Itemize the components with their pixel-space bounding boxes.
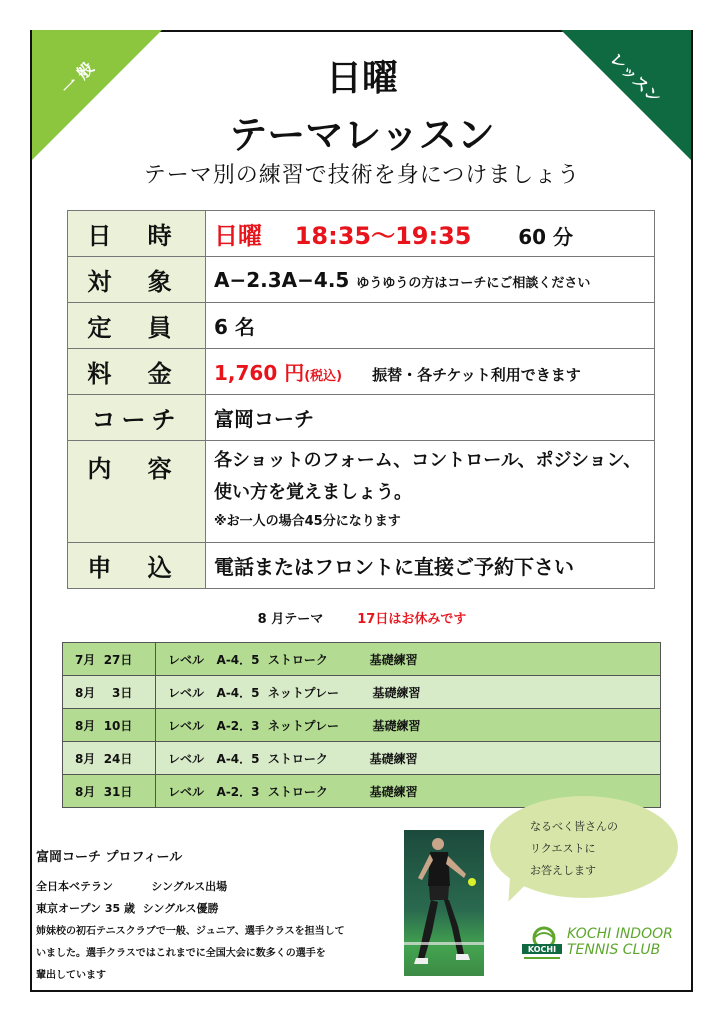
profile-line-1: 全日本ベテラン シングルス出場 bbox=[36, 880, 228, 893]
schedule-detail: レベル A-2．3 ネットプレー 基礎練習 bbox=[156, 709, 661, 742]
label-content: 内 容 bbox=[68, 441, 206, 543]
profile-title: 富岡コーチ プロフィール bbox=[36, 850, 183, 865]
profile-line-5: 輩出しています bbox=[36, 970, 106, 981]
schedule-detail: レベル A-4．5 ストローク 基礎練習 bbox=[156, 643, 661, 676]
schedule-table bbox=[62, 642, 661, 808]
profile-line-4: いました。選手クラスではこれまでに全国大会に数多くの選手を bbox=[36, 948, 326, 959]
fee-note: 振替・各チケット利用できます bbox=[372, 366, 581, 384]
theme-holiday-note: 17日はお休みです bbox=[357, 612, 467, 627]
label-capacity: 定 員 bbox=[68, 303, 206, 349]
corner-label-general: 一 般 bbox=[57, 58, 98, 99]
schedule-row bbox=[63, 742, 661, 775]
logo-line-1: KOCHI INDOOR bbox=[567, 926, 673, 942]
datetime-duration: 60 分 bbox=[518, 225, 574, 249]
datetime-day: 日曜 bbox=[214, 222, 262, 250]
datetime-time: 18:35〜19:35 bbox=[294, 222, 472, 250]
logo-line-2: TENNIS CLUB bbox=[567, 942, 661, 958]
coach-value: 富岡コーチ bbox=[206, 395, 655, 441]
speech-bubble-text bbox=[530, 816, 618, 882]
schedule-detail: レベル A-4．5 ストローク 基礎練習 bbox=[156, 742, 661, 775]
schedule-detail: レベル A-4．5 ネットプレー 基礎練習 bbox=[156, 676, 661, 709]
info-row-target bbox=[68, 257, 655, 303]
target-level: A−2.3A−4.5 bbox=[214, 267, 350, 292]
apply-value: 電話またはフロントに直接ご予約下さい bbox=[206, 543, 655, 589]
fee-tax: (税込) bbox=[304, 369, 343, 384]
corner-label-lesson: レッスン bbox=[606, 48, 665, 108]
schedule-row bbox=[63, 643, 661, 676]
club-logo-text bbox=[567, 926, 673, 958]
label-datetime: 日 時 bbox=[68, 211, 206, 257]
label-coach: コーチ bbox=[68, 395, 206, 441]
fee-price: 1,760 円 bbox=[214, 361, 305, 385]
coach-photo bbox=[404, 830, 484, 976]
logo-mark-text: KOCHI bbox=[527, 945, 557, 954]
info-row-apply bbox=[68, 543, 655, 589]
schedule-row bbox=[63, 709, 661, 742]
schedule-date: 7月 27日 bbox=[63, 643, 156, 676]
label-fee: 料 金 bbox=[68, 349, 206, 395]
schedule-date: 8月 24日 bbox=[63, 742, 156, 775]
lesson-info-table bbox=[67, 210, 655, 589]
content-line-1: 各ショットのフォーム、コントロール、ポジション、 bbox=[214, 450, 642, 471]
page-title: テーマレッスン bbox=[229, 113, 495, 157]
info-row-capacity bbox=[68, 303, 655, 349]
subtitle: テーマ別の練習で技術を身につけましょう bbox=[143, 163, 581, 188]
info-row-coach bbox=[68, 395, 655, 441]
content-line-2: 使い方を覚えましょう。 bbox=[214, 482, 412, 503]
theme-heading bbox=[0, 608, 724, 627]
info-row-datetime bbox=[68, 211, 655, 257]
label-apply: 申 込 bbox=[68, 543, 206, 589]
bubble-line-2: リクエストに bbox=[530, 842, 596, 855]
bubble-line-1: なるべく皆さんの bbox=[530, 820, 618, 833]
bubble-line-3: お答えします bbox=[530, 864, 596, 877]
schedule-detail: レベル A-2．3 ストローク 基礎練習 bbox=[156, 775, 661, 808]
title-day: 日曜 bbox=[325, 58, 398, 99]
content-note: ※お一人の場合45分になります bbox=[214, 514, 401, 529]
info-row-content bbox=[68, 441, 655, 543]
theme-month: 8 月テーマ bbox=[257, 612, 324, 627]
schedule-date: 8月 31日 bbox=[63, 775, 156, 808]
target-note: ゆうゆうの方はコーチにご相談ください bbox=[356, 275, 591, 291]
coach-figure-icon bbox=[404, 830, 484, 976]
label-target: 対 象 bbox=[68, 257, 206, 303]
profile-line-3: 姉妹校の初石テニスクラブで一般、ジュニア、選手クラスを担当して bbox=[36, 926, 345, 937]
club-logo-icon bbox=[520, 924, 564, 968]
schedule-row bbox=[63, 676, 661, 709]
schedule-date: 8月 10日 bbox=[63, 709, 156, 742]
profile-line-2: 東京オープン 35 歳 シングルス優勝 bbox=[36, 902, 219, 915]
info-row-fee bbox=[68, 349, 655, 395]
capacity-value: 6 名 bbox=[206, 303, 655, 349]
schedule-date: 8月 3日 bbox=[63, 676, 156, 709]
